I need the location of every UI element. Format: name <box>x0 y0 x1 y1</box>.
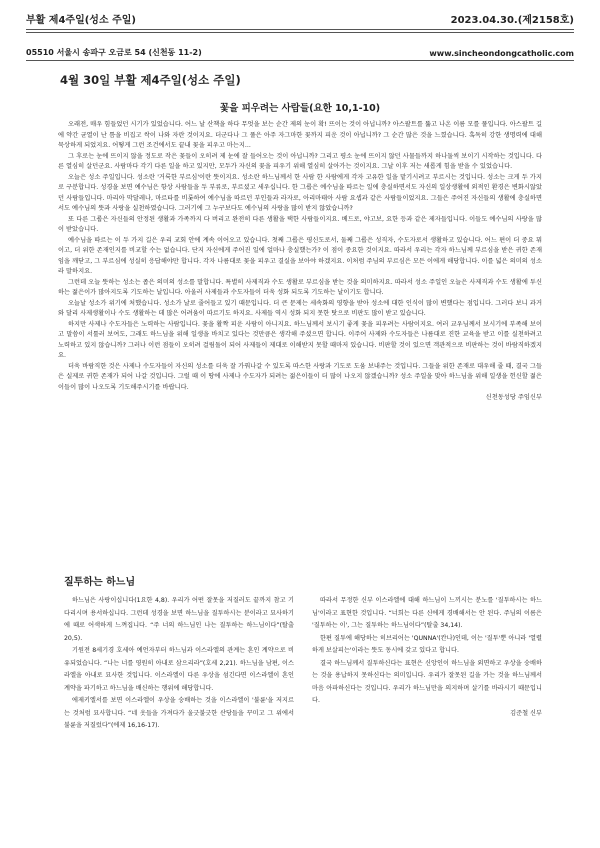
paragraph: 예수님을 따르는 이 두 가지 길은 우리 교회 안에 계속 이어오고 있습니다. 첫째 그룹은 평신도로서, 둘째 그룹은 성직자, 수도자로서 생활하고 있습니다. 어느 편이 더 중요 뭐이고, 더 위한 존재인지를 비교할 수는 없습니다. 단지 자신에게 주어진 일에 얼마나 충실했는가? 이 점이 중요한 것이지요. 따라서 우리는 각자 하느님께 부르심을 받은 귀한 존재임을 깨닫고, 그 부르심에 성실히 응답해야만 합니다. 각자 나름대로 꽃을 피우고 결실을 보아야 하겠지요. 이처럼 주님의 부르심은 모든 이에게 해당합니다. 이를 넓은 의미의 성소라 말하지요. <box>58 236 542 275</box>
paragraph: 더욱 바람직한 것은 사제나 수도자들이 자신의 성소를 더욱 잘 가꿔나갈 수 있도록 따스한 사랑과 기도로 도움 보내주는 것입니다. 그들을 위한 존재로 대우해 줄 때, 결국 그들은 실제로 귀한 존재가 되어 나갈 것입니다. 그럴 때 이 땅에 사제나 수도자가 되려는 젊은이들이 더 많이 나오지 않겠습니까? 성소 주일을 맞아 하느님을 위해 일생을 헌신할 젊은이들이 많이 나오도록 기도해주시기를 바랍니다. <box>58 362 542 391</box>
article-title: 4월 30일 부활 제4주일(성소 주일) <box>60 73 241 87</box>
column-signature: 김준철 신부 <box>510 709 542 717</box>
column-right <box>312 595 542 745</box>
paragraph: 결국 하느님께서 질투하신다는 표현은 신앙인이 하느님을 외면하고 우상을 숭배하는 것을 용납하지 못하신다는 의미입니다. 우리가 잘못된 길을 가는 것을 하느님께서 마음 아파하신다는 것입니다. 우리가 하느님만을 의지하며 살기를 바라시기 때문입니다. <box>312 659 542 704</box>
paragraph: 한편 질투에 해당하는 히브리어는 'QUNNA'(칸나)인데, 이는 '질투'뿐 아니라 '열렬하게 보살피는'이라는 뜻도 동시에 갖고 있다고 합니다. <box>312 634 542 654</box>
page-header <box>26 8 574 26</box>
article-subtitle: 꽃을 피우려는 사람들(요한 10,1-10) <box>219 103 381 114</box>
paragraph: 기원전 8세기경 호세아 예언자부터 하느님과 이스라엘의 관계는 혼인 계약으로 비유되었습니다. “나는 너를 영원히 아내로 삼으리라”(호세 2,21). 하느님을 남편, 이스라엘을 아내로 묘사한 것입니다. 이스라엘이 다른 우상을 섬긴다면 이스라엘이 혼인 계약을 파기하고 하느님을 배신하는 행위에 해당합니다. <box>64 647 294 692</box>
paragraph: 또 다른 그룹은 자신들의 안정된 생활과 가족까지 다 버리고 완전히 다른 생활을 택한 사람들이지요. 베드로, 야고보, 요한 등과 같은 제자들입니다. 이들도 예수님의 사랑을 많이 받았습니다. <box>58 215 542 233</box>
article-signature: 신천동성당 주임신부 <box>485 394 542 401</box>
column-left <box>64 595 294 745</box>
parish-address: 05510 서울시 송파구 오금로 54 (신천동 11-2) <box>26 48 202 57</box>
column-title: 질투하는 하느님 <box>64 577 136 588</box>
paragraph: 하지만 사제나 수도자들은 노력하는 사람입니다. 꽃을 활짝 피운 사람이 아니지요. 하느님께서 보시기 좋게 꽃을 피우려는 사람이지요. 여러 교우님께서 보시기에 부족해 보이고 말씀이 서툴러 보여도, 그래도 하느님을 위해 일생을 바치고 있다는 것만큼은 생각해 주셨으면 합니다. 이주어 사제와 수도자들은 나름대로 진한 교육을 받고 이를 실천하려고 노력하고 있지 않습니까? 그러나 이런 점들이 오히려 걸림돌이 되어 사제들이 제대로 이해받지 못할 때마저 있습니다. 비판할 것이 있으면 객관적으로 비판하는 것이 바람직하겠지요. <box>58 320 542 359</box>
paragraph: 따라서 무정한 신부 이스라엘에 대해 하느님이 느끼시는 분노를 '질투하시는 하느님'이라고 표현한 것입니다. “너희는 다른 신에게 경배해서는 안 된다. 주님의 이름은 '질투하는 이', 그는 질투하는 하느님이다”(탈출 34,14). <box>312 597 542 629</box>
article-body <box>58 120 542 404</box>
paragraph: 오래전, 매우 힘들었던 시기가 있었습니다. 어느 날 산책을 하다 무엇을 보는 순간 제의 눈이 확! 뜨이는 것이 아닙니까? 아스팔트를 뚫고 나온 이름 모를 풀입니다. 아스팔트 길에 약간 균열이 난 틈을 비집고 싹이 나와 자란 것이지요. 더군다나 그 풀은 아주 자그마한 꽃까지 피운 것이 아닙니까? 그 순간 많은 것을 느꼈습니다. 혹독히 강한 생명력에 대해 묵상하게 되었지요. 어떻게 그런 조건에서도 끝내 꽃을 피우고 마는지... <box>58 121 542 149</box>
address-divider <box>26 60 574 61</box>
paragraph: 오늘은 성소 주일입니다. 성소란 '거룩한 부르심'이란 뜻이지요. 성소란 하느님께서 한 사람 한 사람에게 각자 고유한 일을 맡기시려고 부르시는 것입니다. 성소는 크게 두 가지로 구분합니다. 성경을 보면 예수님은 항상 사람들을 두 부류로, 부르셨고 세우십니다. 한 그룹은 예수님을 따르는 일에 충실하면서도 자신의 일상생활에 외적인 환경은 변화시않았던 사람들입니다. 마리아 막달레나, 마르타를 비롯하여 예수님을 따르던 부인들과 라자로, 아리마태아 사람 요셉과 같은 사람들이었지요. 그들은 주어진 자신들의 생활에 충실하면서도 예수님의 뜻과 사랑을 실천하였습니다. 그러기에 그 누구보다도 예수님의 사랑을 많이 받지 않았습니까? <box>58 173 542 212</box>
paragraph: 오늘날 성소가 위기에 처했습니다. 성소가 날로 줄어들고 있기 때문입니다. 더 큰 문제는 세속화의 영향을 받아 성소에 대한 인식이 많이 변했다는 점입니다. 그러다 보니 과거와 달리 사제생활이나 수도 생활하는 데 많은 어려움이 따르기도 하지요. 사제들 역시 성화 되지 못한 탓으로 비판도 많이 받고 있습니다. <box>58 299 542 317</box>
paragraph: 에제키엘서를 보면 이스라엘이 우상을 숭배하는 것을 이스라엘이 '불륜'을 저지르는 것처럼 묘사합니다. “네 옷들을 가져다가 울긋불긋한 산당들을 꾸미고 그 위에서 불륜을 저질렀다”(에제 16,16-17). <box>64 697 294 729</box>
header-divider <box>26 29 574 30</box>
paragraph: 그 후로는 눈에 뜨이지 않을 정도로 작은 꽃들이 오히려 제 눈에 잘 들어오는 것이 아닙니까? 그리고 평소 눈에 뜨이지 않던 사물들까지 하나둘씩 보이기 시작하는 것입니다. 다른 열심히 살던군요. 사람마다 각기 다른 일을 하고 있지만, 모두가 자신의 꽃을 피우기 위해 열심히 살아가는 것이지요. 그날 이후 저는 새롭게 힘을 받을 수 있었습니다. <box>58 152 542 170</box>
column-body <box>64 595 542 745</box>
bulletin-date: 2023.04.30.(제2158호) <box>450 15 574 26</box>
header-divider-thin <box>26 32 574 33</box>
parish-website[interactable]: www.sincheondongcatholic.com <box>429 49 574 58</box>
bulletin-issue-title: 부활 제4주일(성소 주일) <box>26 15 137 26</box>
paragraph: 하느님은 사랑이십니다(1요한 4,8). 우리가 어떤 잘못을 저질러도 끝까지 참고 기다리시며 용서하십니다. 그런데 성경을 보면 하느님을 질투하시는 분이라고 묘사하기에 때로 어색하게 느껴집니다. “주 너의 하느님인 나는 질투하는 하느님이다”(탈출 20,5). <box>64 597 294 642</box>
address-bar <box>26 44 574 58</box>
paragraph: 그런데 오늘 뜻하는 성소는 좁은 의미의 성소를 말합니다. 특별히 사제직과 수도 생활로 부르심을 받는 것을 의미하지요. 따라서 성소 주일인 오늘은 사제직과 수도 생활에 투신하는 젊은이가 많아지도록 기도하는 날입니다. 아울러 사제들과 수도자들이 더욱 성화 되도록 기도하는 날이기도 합니다. <box>58 278 542 296</box>
